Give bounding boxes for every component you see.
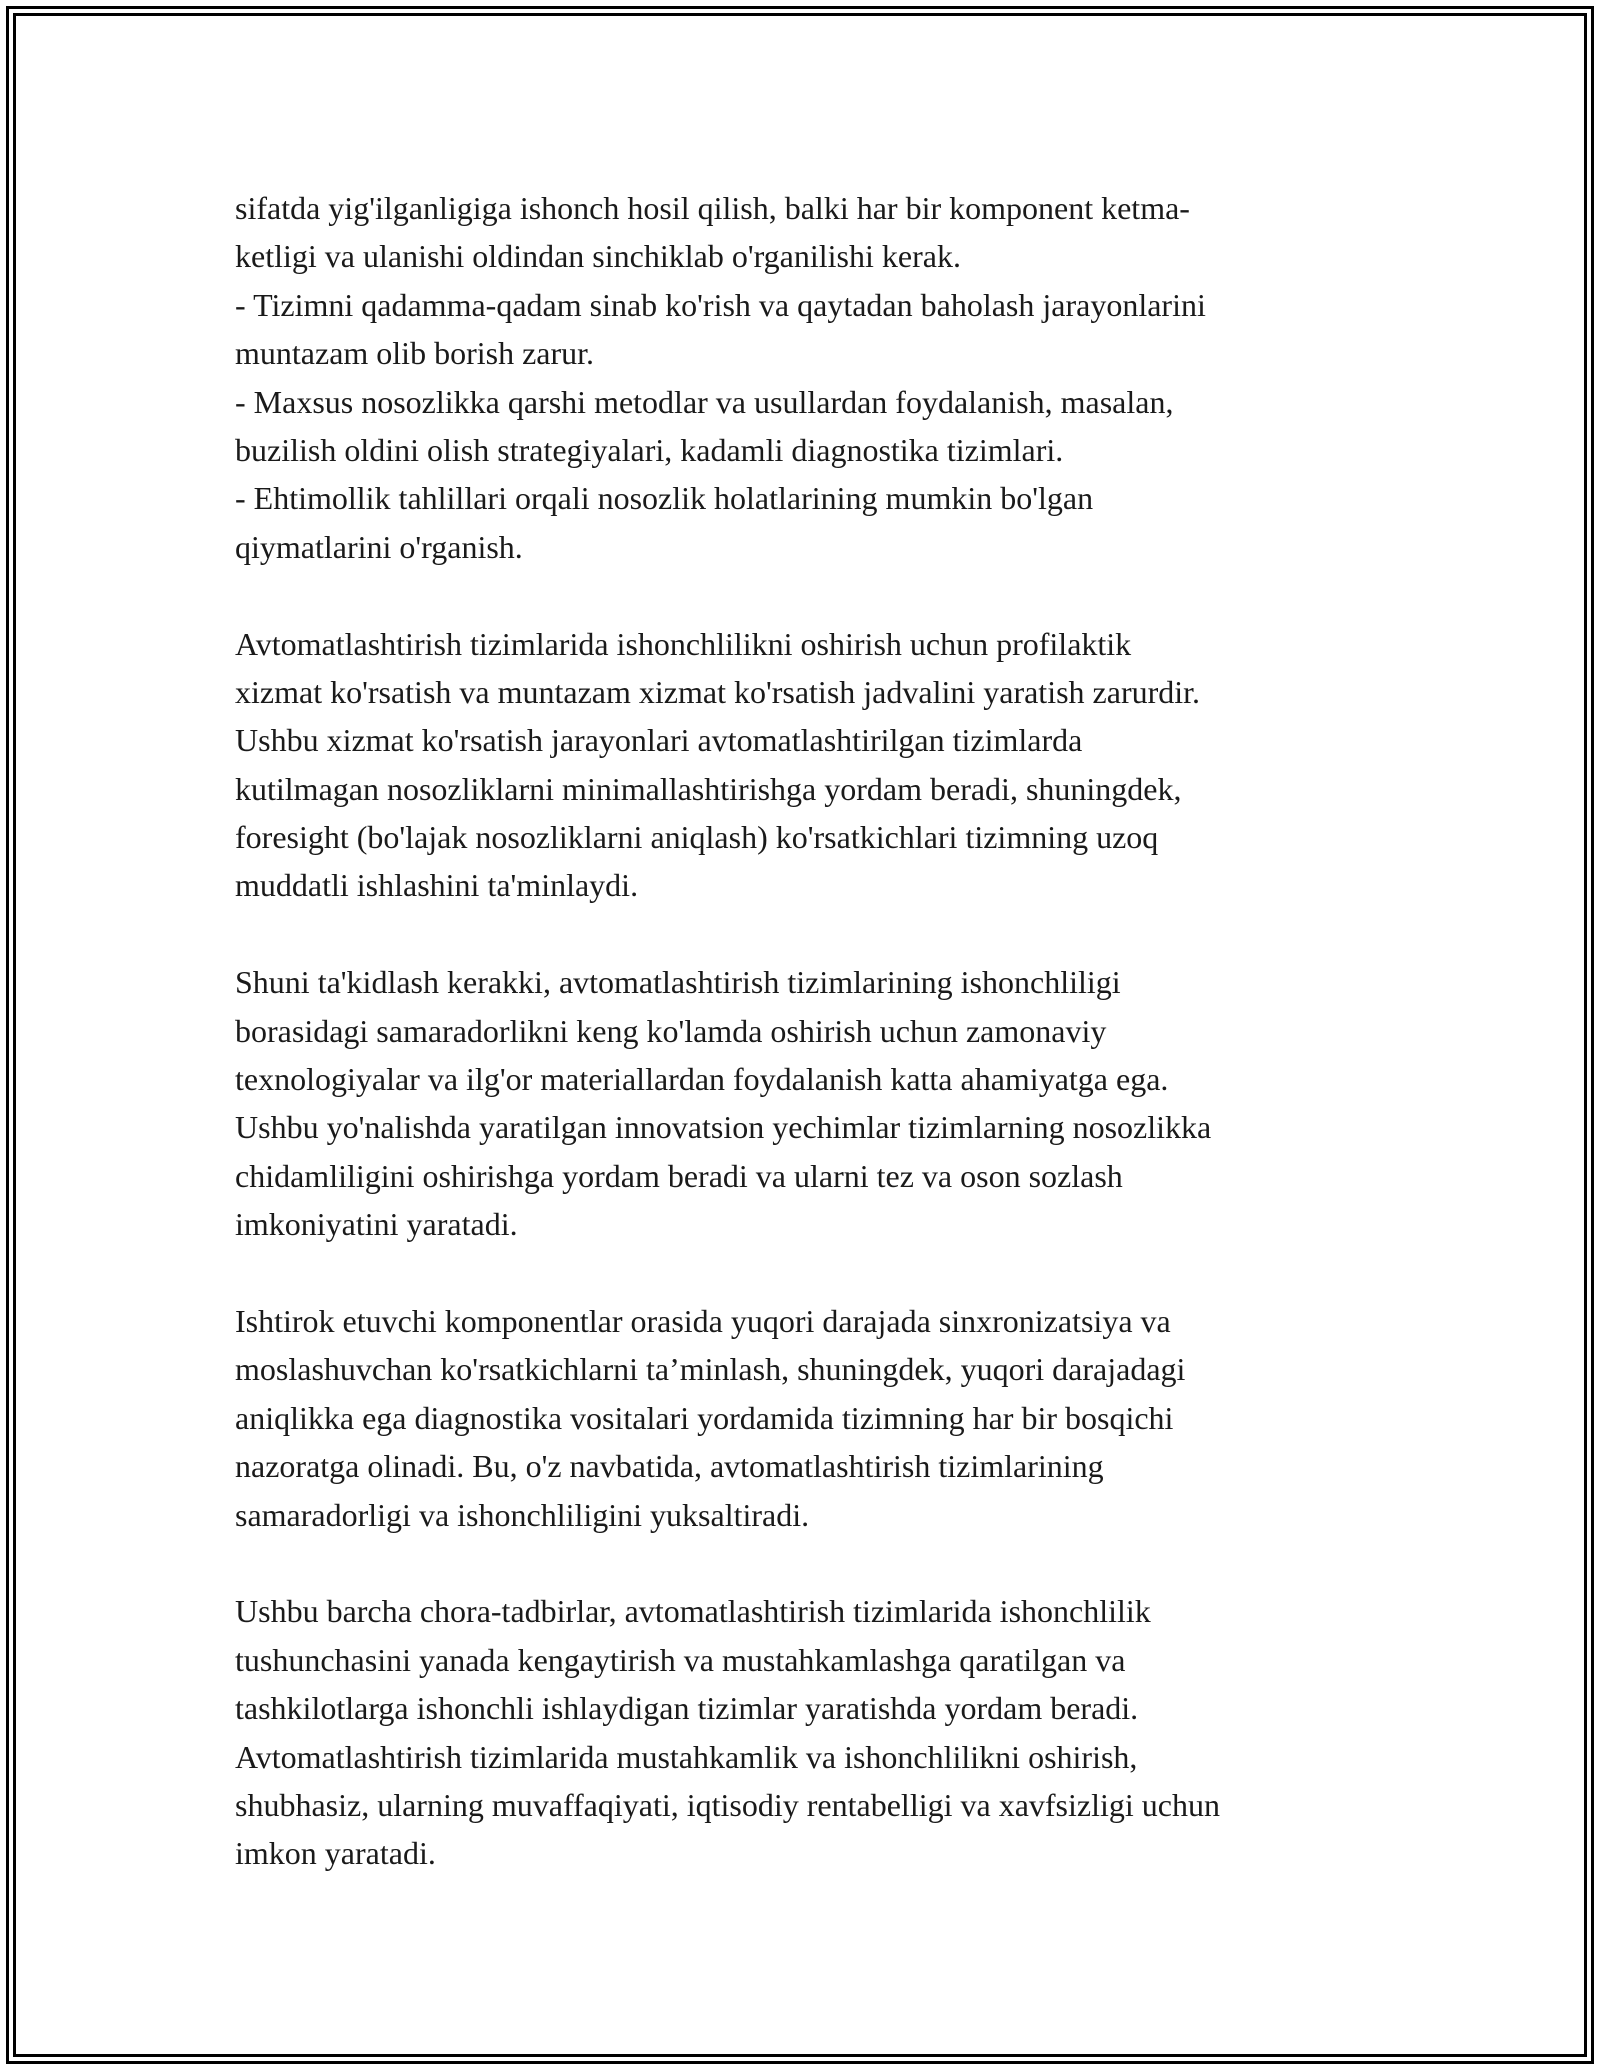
text-line: Avtomatlashtirish tizimlarida mustahkamlik va ishonchlilikni oshirish, (235, 1738, 1138, 1775)
text-line: nazoratga olinadi. Bu, o'z navbatida, avtomatlashtirish tizimlarining (235, 1448, 1104, 1485)
paragraph-conclusion (235, 1587, 1405, 1877)
paragraph-synchronization (235, 1297, 1405, 1539)
text-line: samaradorligi va ishonchliligini yuksaltiradi. (235, 1496, 810, 1533)
text-line: foresight (bo'lajak nosozliklarni aniqlash) ko'rsatkichlari tizimning uzoq (235, 819, 1159, 856)
text-line: imkon yaratadi. (235, 1835, 436, 1872)
paragraph-gap (235, 910, 1405, 958)
text-line: Avtomatlashtirish tizimlarida ishonchlilikni oshirish uchun profilaktik (235, 625, 1132, 662)
text-line: chidamliligini oshirishga yordam beradi va ularni tez va oson sozlash (235, 1157, 1123, 1194)
text-line: muddatli ishlashini ta'minlaydi. (235, 867, 639, 904)
text-line: borasidagi samaradorlikni keng ko'lamda oshirish uchun zamonaviy (235, 1012, 1107, 1049)
text-line: xizmat ko'rsatish va muntazam xizmat ko'rsatish jadvalini yaratish zarurdir. (235, 673, 1201, 710)
text-line: moslashuvchan ko'rsatkichlarni ta’minlash, shuningdek, yuqori darajadagi (235, 1351, 1186, 1388)
text-line: muntazam olib borish zarur. (235, 335, 595, 372)
text-line: - Ehtimollik tahlillari orqali nosozlik holatlarining mumkin bo'lgan (235, 480, 1094, 517)
text-line: Ushbu xizmat ko'rsatish jarayonlari avtomatlashtirilgan tizimlarda (235, 722, 1083, 759)
document-body (235, 184, 1405, 1878)
text-line: - Tizimni qadamma-qadam sinab ko'rish va qaytadan baholash jarayonlarini (235, 286, 1206, 323)
text-line: tashkilotlarga ishonchli ishlaydigan tizimlar yaratishda yordam beradi. (235, 1690, 1139, 1727)
text-line: aniqlikka ega diagnostika vositalari yordamida tizimning har bir bosqichi (235, 1399, 1174, 1436)
paragraph-gap (235, 1539, 1405, 1587)
text-line: shubhasiz, ularning muvaffaqiyati, iqtisodiy rentabelligi va xavfsizligi uchun (235, 1786, 1220, 1823)
text-line: texnologiyalar va ilg'or materiallardan foydalanish katta ahamiyatga ega. (235, 1061, 1169, 1098)
text-line: kutilmagan nosozliklarni minimallashtirishga yordam beradi, shuningdek, (235, 770, 1182, 807)
text-line: buzilish oldini olish strategiyalari, kadamli diagnostika tizimlari. (235, 431, 1064, 468)
text-line: qiymatlarini o'rganish. (235, 528, 523, 565)
text-line: imkoniyatini yaratadi. (235, 1206, 518, 1243)
paragraph-technologies (235, 958, 1405, 1248)
paragraph-gap (235, 1249, 1405, 1297)
paragraph-list-items (235, 184, 1405, 571)
text-line: tushunchasini yanada kengaytirish va mustahkamlashga qaratilgan va (235, 1641, 1126, 1678)
text-line: Ushbu barcha chora-tadbirlar, avtomatlashtirish tizimlarida ishonchlilik (235, 1593, 1151, 1630)
text-line: sifatda yig'ilganligiga ishonch hosil qilish, balki har bir komponent ketma- (235, 190, 1190, 226)
paragraph-maintenance (235, 620, 1405, 910)
text-line: Ishtirok etuvchi komponentlar orasida yuqori darajada sinxronizatsiya va (235, 1302, 1171, 1339)
text-line: - Maxsus nosozlikka qarshi metodlar va usullardan foydalanish, masalan, (235, 383, 1174, 420)
text-line: Ushbu yo'nalishda yaratilgan innovatsion yechimlar tizimlarning nosozlikka (235, 1109, 1212, 1146)
text-line: Shuni ta'kidlash kerakki, avtomatlashtirish tizimlarining ishonchliligi (235, 964, 1121, 1001)
text-line: ketligi va ulanishi oldindan sinchiklab o'rganilishi kerak. (235, 238, 961, 275)
paragraph-gap (235, 571, 1405, 619)
